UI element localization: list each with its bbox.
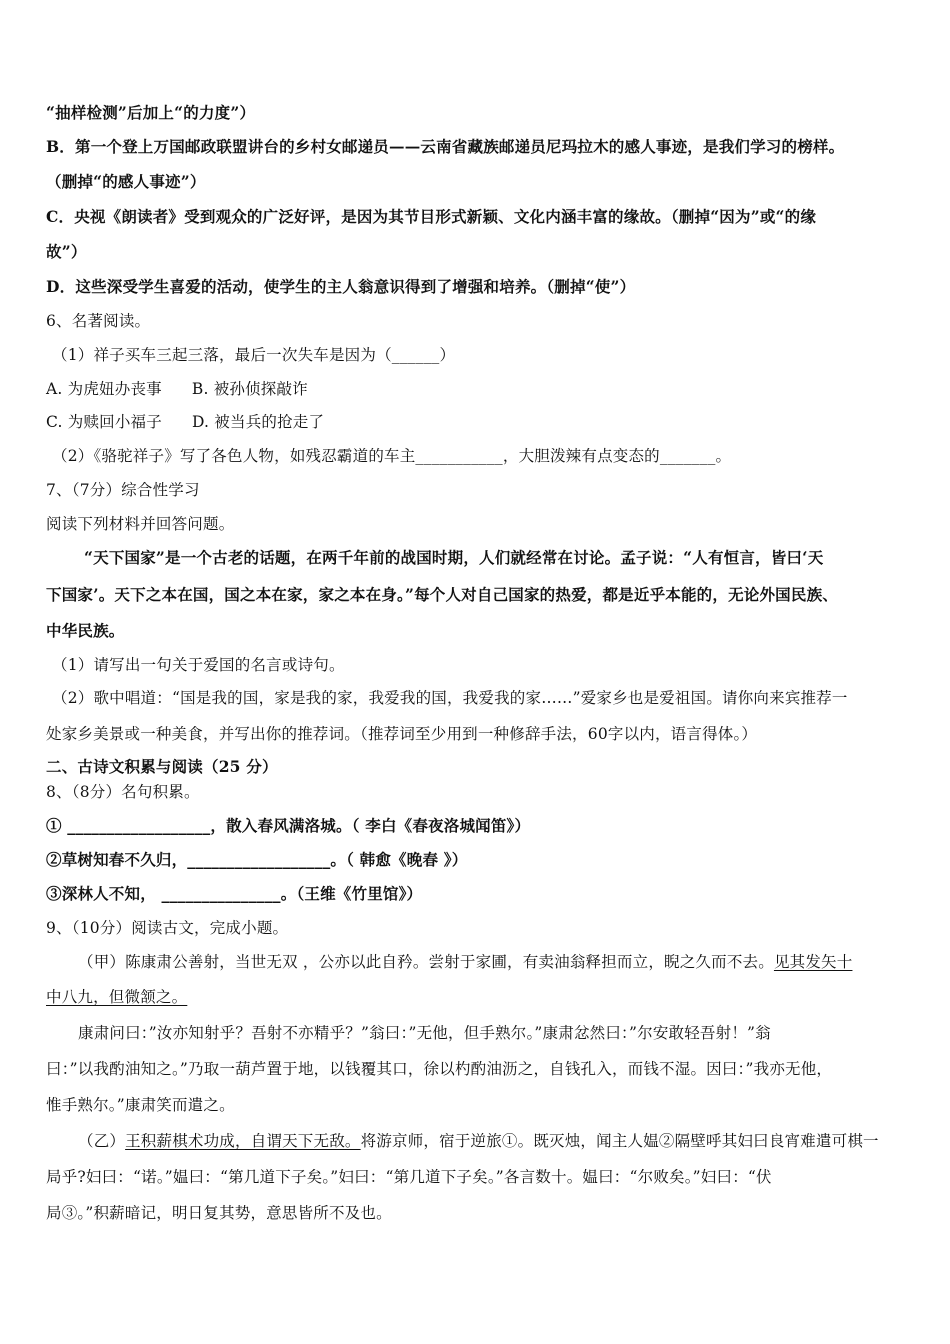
question-9-heading: 9、（10分）阅读古文，完成小题。 [46,919,289,937]
text-line: 故”） [46,242,87,261]
passage-line: 中华民族。 [46,621,125,640]
choice-a: A. 为虎妞办丧事 [46,380,162,398]
option-c: C．央视《朗读者》受到观众的广泛好评，是因为其节目形式新颖、文化内涵丰富的缘故。（删掉“因为”或“的缘 [46,207,817,226]
passage-line: 康肃问曰：”汝亦知射乎？吾射不亦精乎？”翁曰：”无他，但手熟尔。”康肃忿然曰：”尔安敢轻吾射！”翁 [78,1024,771,1042]
underlined-text: 中八九，但微颔之。 [46,988,188,1006]
text-line: “抽样检测”后加上“的力度”） [46,103,256,122]
text-line: 阅读下列材料并回答问题。 [46,515,235,533]
choice-b: B. 被孙侦探敲诈 [191,380,308,398]
choice-row [46,411,324,433]
underlined-text: 见其发矢十 [773,953,853,971]
fill-blank-2: ②草树知春不久归，__________________。（ 韩愈《晚春 》） [46,850,468,869]
question-7-2: （2）歌中唱道：“国是我的国，家是我的家，我爱我的国，我爱我的家……”爱家乡也是爱祖国。请你向来宾推荐一 [52,689,848,707]
question-7-1: （1）请写出一句关于爱国的名言或诗句。 [52,656,345,674]
option-d: D．这些深受学生喜爱的活动，使学生的主人翁意识得到了增强和培养。（删掉“使”） [46,277,636,296]
passage-line: 下国家’。天下之本在国，国之本在家，家之本在身。”每个人对自己国家的热爱，都是近乎本能的，无论外国民族、 [46,585,838,604]
text-span: （乙） [78,1132,126,1150]
text-span: 将游京师，宿于逆旅①。既灭烛，闻主人媪②隔壁呼其妇曰良宵难遣可棋一 [360,1132,879,1150]
question-7-heading: 7、（7分）综合性学习 [46,481,200,499]
fill-blank-3: ③深林人不知， _______________。（王维《竹里馆》） [46,884,423,903]
passage-line: “天下国家”是一个古老的话题，在两千年前的战国时期，人们就经常在讨论。孟子说：“人有恒言，皆曰‘天 [84,548,824,567]
text-span: （甲）陈康肃公善射，当世无双 ，公亦以此自矜。尝射于家圃，有卖油翁释担而立，睨之久而不去。 [78,953,774,971]
option-b: B．第一个登上万国邮政联盟讲台的乡村女邮递员——云南省藏族邮递员尼玛拉木的感人事迹，是我们学习的榜样。 [46,137,845,156]
section-heading: 二、古诗文积累与阅读（25 分） [46,757,278,776]
passage-line [78,951,852,973]
choice-d: D. 被当兵的抢走了 [191,413,325,431]
question-6-2: （2）《骆驼祥子》写了各色人物，如残忍霸道的车主___________，大胆泼辣有点变态的_______。 [52,447,732,465]
question-6-1: （1）祥子买车三起三落，最后一次失车是因为（______） [52,346,456,364]
choice-c: C. 为赎回小福子 [46,413,162,431]
fill-blank-1: ① __________________，散入春风满洛城。（ 李白《春夜洛城闻笛》） [46,816,531,835]
passage-line: 曰：”以我酌油知之。”乃取一葫芦置于地，以钱覆其口，徐以杓酌油沥之，自钱孔入，而钱不湿。因曰：”我亦无他， [46,1060,833,1078]
passage-line [78,1130,879,1152]
passage-line: 局乎?妇曰：“诺。”媪曰：“第几道下子矣。”妇曰：“第几道下子矣。”各言数十。媪曰：“尔败矣。”妇曰：“伏 [46,1168,772,1186]
underlined-text: 王积薪棋术功成，自谓天下无敌。 [125,1132,361,1150]
passage-line: 惟手熟尔。”康肃笑而遣之。 [46,1096,235,1114]
text-line: 处家乡美景或一种美食，并写出你的推荐词。（推荐词至少用到一种修辞手法，60字以内，语言得体。） [46,725,758,743]
question-6-heading: 6、名著阅读。 [46,312,151,330]
text-line: （删掉“的感人事迹”） [46,172,206,191]
passage-line: 局③。”积薪暗记，明日复其势，意思皆所不及也。 [46,1204,392,1222]
question-8-heading: 8、（8分）名句积累。 [46,783,200,801]
choice-row [46,378,308,400]
